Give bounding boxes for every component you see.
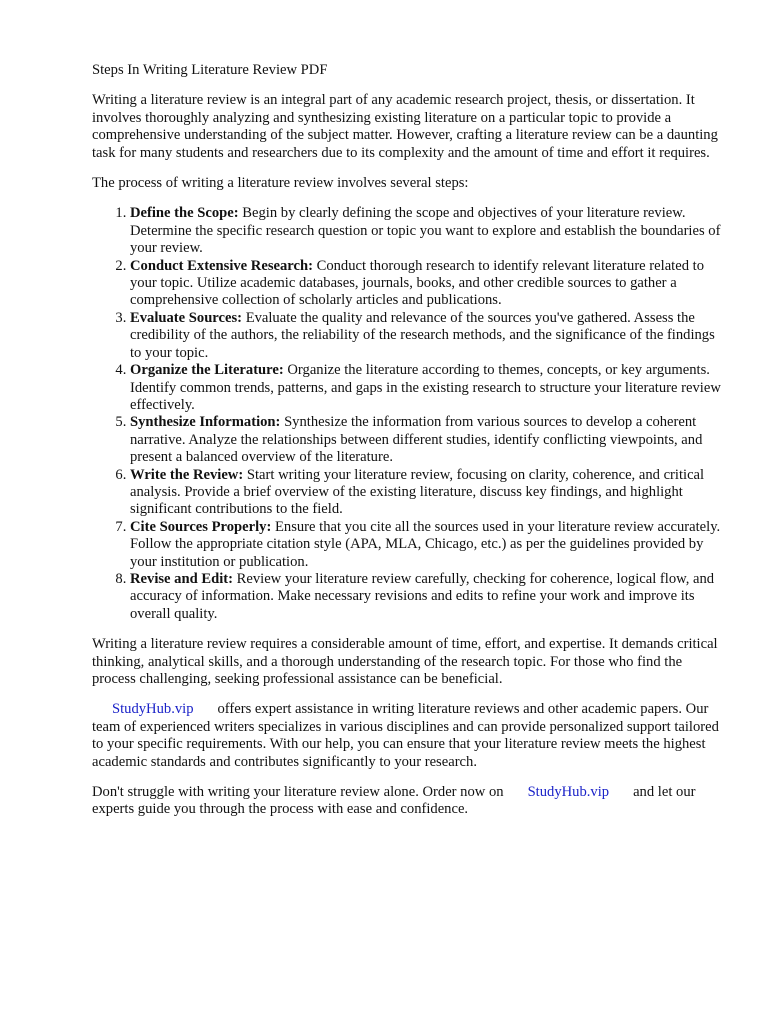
assist-text: offers expert assistance in writing literature reviews and other academic papers. Our team of experienced writers specializes in various disciplines and can provide personalized support tailored to your specific requirements. With our help, you can ensure that your literature review meets the highest academic standards and contributes significantly to your research. [92,701,719,770]
step-title: Conduct Extensive Research: [130,257,313,274]
list-item [130,414,728,466]
list-item [130,519,728,571]
studyhub-link[interactable]: StudyHub.vip [112,701,194,718]
document-title: Steps In Writing Literature Review PDF [92,62,328,78]
steps-list [92,205,728,623]
list-item [130,571,728,623]
step-title: Write the Review: [130,466,244,483]
step-text: Organize the literature according to themes, concepts, or key arguments. Identify common trends, patterns, and gaps in the existing research to structure your literature review effectively. [130,362,721,413]
closing-paragraph: Writing a literature review requires a considerable amount of time, effort, and expertise. It demands critical thinking, analytical skills, and a thorough understanding of the research topic. For those who find the process challenging, seeking professional assistance can be beneficial. [92,636,718,687]
step-title: Organize the Literature: [130,362,284,379]
step-text: Ensure that you cite all the sources used in your literature review accurately. Follow the appropriate citation style (APA, MLA, Chicago, etc.) as per the guidelines provided by your institution or publication. [130,518,721,570]
step-title: Evaluate Sources: [130,309,243,326]
step-text: Start writing your literature review, focusing on clarity, coherence, and critical analysis. Provide a brief overview of the existing literature, discuss key findings, and highlight significant contributions to the field. [130,466,705,518]
list-item [130,258,728,310]
cta-before-text: Don't struggle with writing your literature review alone. Order now on [92,784,504,801]
intro-paragraph: Writing a literature review is an integral part of any academic research project, thesis, or dissertation. It involves thoroughly analyzing and synthesizing existing literature on a particular topic to provide a comprehensive understanding of the subject matter. However, crafting a literature review can be a daunting task for many students and researchers due to its complexity and the amount of time and effort it requires. [92,92,718,161]
step-text: Begin by clearly defining the scope and objectives of your literature review. Determine the specific research question or topic you want to explore and establish the boundaries of your review. [130,205,721,257]
studyhub-cta-link[interactable]: StudyHub.vip [527,784,610,801]
step-text: Synthesize the information from various sources to develop a coherent narrative. Analyze the relationships between different studies, identify conflicting viewpoints, and present a balanced overview of the literature. [130,414,703,466]
list-item [130,467,728,519]
assist-paragraph [92,701,728,771]
list-item [130,205,728,257]
step-text: Conduct thorough research to identify relevant literature related to your topic. Utilize academic databases, journals, books, and other credible sources to gather a comprehensive collection of scholarly articles and publications. [130,257,705,309]
step-title: Revise and Edit: [130,570,233,587]
document-page [92,62,728,832]
step-title: Synthesize Information: [130,414,281,431]
list-item [130,310,728,362]
step-title: Cite Sources Properly: [130,518,272,535]
list-item [130,362,728,414]
step-text: Review your literature review carefully, checking for coherence, logical flow, and accuracy of information. Make necessary revisions and edits to refine your work and improve its overall quality. [130,570,715,622]
step-text: Evaluate the quality and relevance of the sources you've gathered. Assess the credibility of the authors, the reliability of the research methods, and the significance of the findings to your topic. [130,309,715,361]
step-title: Define the Scope: [130,205,239,222]
cta-after-text: and let our experts guide you through the process with ease and confidence. [92,784,696,818]
process-intro-paragraph: The process of writing a literature review involves several steps: [92,175,469,192]
cta-paragraph [92,784,728,819]
